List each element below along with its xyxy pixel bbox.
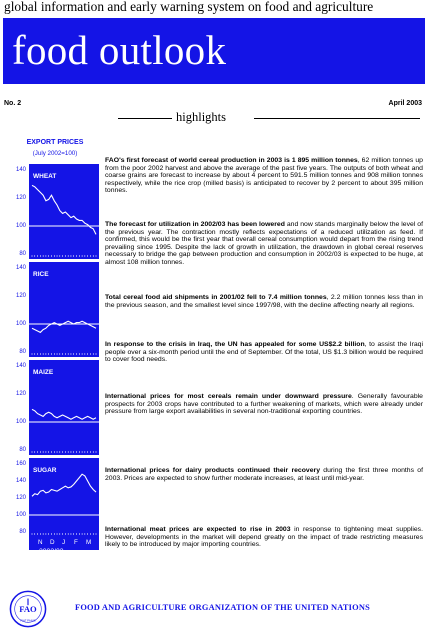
y-tick-label: 80 [19, 348, 26, 355]
logo-motto: FIAT PANIS [20, 618, 36, 623]
organization-name: FOOD AND AGRICULTURE ORGANIZATION OF THE UNITED NATIONS [75, 603, 370, 612]
y-tick-label: 120 [15, 390, 26, 397]
month-ticks [32, 451, 96, 453]
issue-date: April 2003 [388, 100, 422, 107]
system-tagline: global information and early warning system on food and agriculture [4, 0, 374, 14]
month-ticks [32, 353, 96, 355]
paragraph-utilization: The forecast for utilization in 2002/03 has been lowered and now stands marginally below the level of the previous year. The contraction mostly reflects expectations of a reduced utilization as feed. If confirmed, this would be the first year that overall cereal consumption would depart from the rising trend prevailing since 1995. Despite the lack of growth in utilization, the drawdown in global cereal reserves necessary to bridge the gap between production and consumption in 2002/03 is expected to be huge, at almost 108 million tonnes. [105, 221, 424, 266]
panel-separator [29, 357, 99, 360]
section-heading: highlights [176, 110, 227, 124]
y-tick-label: 140 [15, 264, 26, 271]
y-tick-label: 100 [15, 418, 26, 425]
paragraph-dairy-prices: International prices for dairy products continued their recovery during the first three months of 2003. Prices are expected to show further moderate increases, at least until mid-year. [105, 467, 423, 482]
month-label: F [74, 539, 78, 546]
y-tick-label: 80 [19, 528, 26, 535]
y-tick-label: 120 [15, 194, 26, 201]
month-label: D [50, 539, 55, 546]
y-tick-label: 80 [19, 446, 26, 453]
chart-title-rice: RICE [33, 271, 49, 278]
paragraph-food-aid: Total cereal food aid shipments in 2001/02 fell to 7.4 million tonnes, 2.2 million tonnes less than in the previous season, and the smallest level since 1997/98, with the decline affecting nearly all regions. [105, 294, 423, 309]
export-prices-title: EXPORT PRICES [26, 139, 84, 146]
export-prices-subtitle: (July 2002=100) [32, 150, 78, 157]
paragraph-cereal-prices: International prices for most cereals remain under downward pressure. Generally favourable prospects for 2003 crops have contributed to a further weakening of markets, which were already under pressure from large export availabilities in several non-traditional exporting countries. [105, 393, 423, 415]
highlights-rule-left [118, 118, 172, 119]
month-label: M [86, 539, 92, 546]
y-tick-label: 100 [15, 320, 26, 327]
y-tick-label: 140 [15, 477, 26, 484]
price-line-sugar [32, 474, 96, 496]
y-tick-label: 120 [15, 494, 26, 501]
highlights-rule-right [254, 118, 420, 119]
y-axis-labels [0, 164, 28, 550]
logo-letters: FAO [19, 603, 37, 614]
month-label: J [62, 539, 66, 546]
y-tick-label: 100 [15, 511, 26, 518]
chart-title-sugar: SUGAR [33, 467, 57, 474]
y-tick-label: 160 [15, 460, 26, 467]
paragraph-production: FAO's first forecast of world cereal production in 2003 is 1 895 million tonnes, 62 million tonnes up from the poor 2002 harvest and above the average of the past five years. The outputs of both wheat and coarse grains are forecast to increase by about 4 percent to 591.5 million tonnes and 908 million tonnes respectively, while the rice crop (milled basis) is anticipated to recover by 2 percent to about 395 million tonnes. [105, 157, 423, 194]
y-tick-label: 120 [15, 292, 26, 299]
paragraph-meat-prices: International meat prices are expected to rise in 2003 in response to tightening meat supplies. However, developments in the market will depend greatly on the impact of trade restricting measures likely to be introduced by major importing countries. [105, 526, 423, 548]
panel-separator [29, 259, 99, 262]
panel-separator [29, 455, 99, 458]
chart-title-maize: MAIZE [33, 369, 54, 376]
y-tick-label: 140 [15, 362, 26, 369]
paragraph-iraq-appeal: In response to the crisis in Iraq, the UN has appealed for some US$2.2 billion, to assist the Iraqi people over a six-month period until the end of September. Of the total, US $1.3 billion would be required to cover food needs. [105, 341, 423, 363]
price-charts-svg [29, 164, 99, 550]
publication-title: food outlook [12, 27, 227, 73]
chart-title-wheat: WHEAT [33, 173, 57, 180]
export-price-charts [29, 164, 99, 550]
price-line-wheat [32, 185, 96, 234]
y-tick-label: 140 [15, 166, 26, 173]
crop-year-label: 2002/03 [39, 548, 64, 555]
title-banner [3, 18, 425, 84]
y-tick-label: 80 [19, 250, 26, 257]
price-line-rice [32, 321, 96, 332]
month-ticks [32, 533, 96, 535]
price-line-maize [32, 409, 96, 419]
y-tick-label: 100 [15, 222, 26, 229]
fao-logo-icon [9, 590, 47, 628]
month-label: N [38, 539, 43, 546]
month-ticks [32, 255, 96, 257]
issue-number: No. 2 [4, 100, 22, 107]
